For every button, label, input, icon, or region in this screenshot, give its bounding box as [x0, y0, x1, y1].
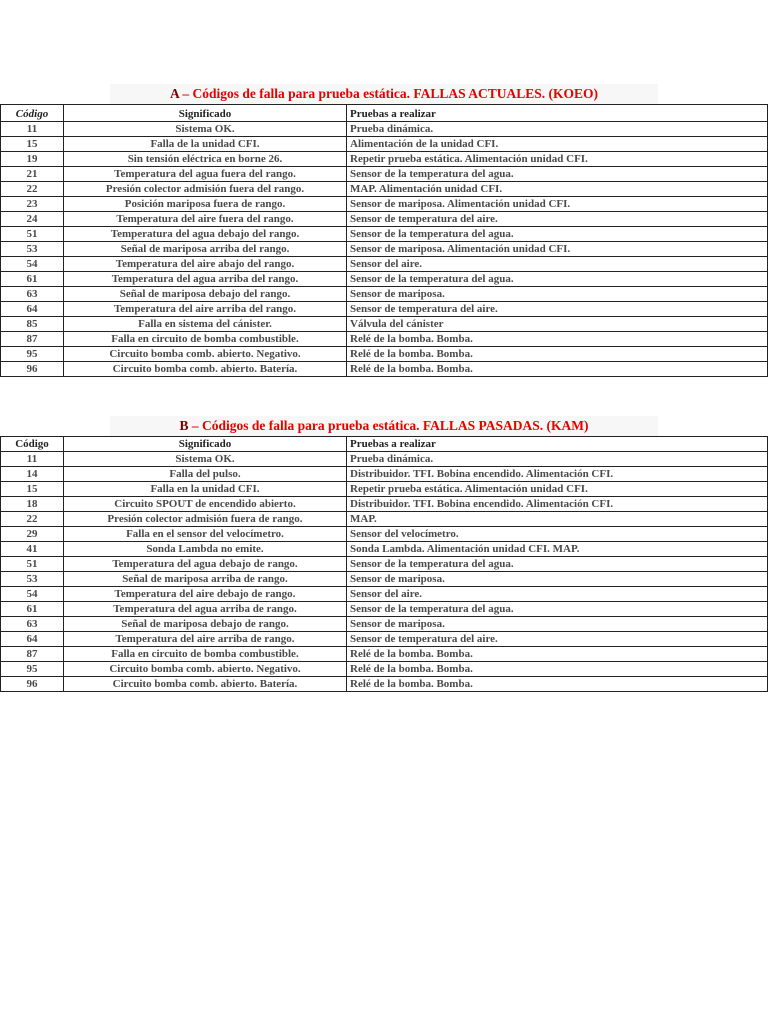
cell-tests: Distribuidor. TFI. Bobina encendido. Alimentación CFI.	[347, 497, 768, 512]
table-row	[1, 332, 768, 347]
table-row	[1, 662, 768, 677]
table-a-header	[1, 105, 768, 122]
cell-meaning: Señal de mariposa debajo del rango.	[64, 287, 347, 302]
table-row	[1, 467, 768, 482]
table-row	[1, 167, 768, 182]
table-row	[1, 122, 768, 137]
table-row	[1, 272, 768, 287]
cell-code: 11	[1, 452, 64, 467]
cell-tests: Sensor del aire.	[347, 587, 768, 602]
section-b-letter: B	[179, 418, 189, 433]
cell-meaning: Presión colector admisión fuera del rango.	[64, 182, 347, 197]
table-row	[1, 587, 768, 602]
cell-code: 14	[1, 467, 64, 482]
cell-code: 54	[1, 257, 64, 272]
cell-tests: Sensor de mariposa.	[347, 572, 768, 587]
cell-meaning: Temperatura del agua arriba del rango.	[64, 272, 347, 287]
cell-meaning: Temperatura del agua fuera del rango.	[64, 167, 347, 182]
section-b-title	[0, 416, 768, 436]
cell-code: 54	[1, 587, 64, 602]
cell-tests: Sensor del aire.	[347, 257, 768, 272]
table-row	[1, 542, 768, 557]
header-code: Código	[1, 437, 64, 452]
cell-tests: Distribuidor. TFI. Bobina encendido. Alimentación CFI.	[347, 467, 768, 482]
table-row	[1, 287, 768, 302]
cell-tests: Válvula del cánister	[347, 317, 768, 332]
cell-code: 63	[1, 287, 64, 302]
cell-code: 11	[1, 122, 64, 137]
cell-meaning: Presión colector admisión fuera de rango.	[64, 512, 347, 527]
cell-meaning: Sistema OK.	[64, 122, 347, 137]
cell-meaning: Falla de la unidad CFI.	[64, 137, 347, 152]
cell-code: 51	[1, 227, 64, 242]
cell-meaning: Circuito bomba comb. abierto. Negativo.	[64, 662, 347, 677]
table-row	[1, 197, 768, 212]
cell-tests: Sensor del velocímetro.	[347, 527, 768, 542]
cell-meaning: Falla del pulso.	[64, 467, 347, 482]
cell-tests: Sensor de la temperatura del agua.	[347, 602, 768, 617]
table-row	[1, 212, 768, 227]
cell-meaning: Circuito bomba comb. abierto. Negativo.	[64, 347, 347, 362]
cell-code: 95	[1, 347, 64, 362]
cell-meaning: Falla en el sensor del velocímetro.	[64, 527, 347, 542]
cell-meaning: Sonda Lambda no emite.	[64, 542, 347, 557]
cell-tests: Sensor de la temperatura del agua.	[347, 227, 768, 242]
cell-code: 29	[1, 527, 64, 542]
cell-code: 63	[1, 617, 64, 632]
table-row	[1, 152, 768, 167]
cell-meaning: Temperatura del aire abajo del rango.	[64, 257, 347, 272]
table-row	[1, 452, 768, 467]
cell-meaning: Temperatura del agua arriba de rango.	[64, 602, 347, 617]
cell-meaning: Falla en la unidad CFI.	[64, 482, 347, 497]
cell-code: 22	[1, 182, 64, 197]
cell-tests: Alimentación de la unidad CFI.	[347, 137, 768, 152]
section-a-title-text: – Códigos de falla para prueba estática. FALLAS ACTUALES. (KOEO)	[182, 86, 599, 101]
cell-code: 95	[1, 662, 64, 677]
table-b-body	[1, 452, 768, 692]
cell-code: 96	[1, 677, 64, 692]
cell-code: 87	[1, 332, 64, 347]
cell-code: 21	[1, 167, 64, 182]
cell-meaning: Circuito bomba comb. abierto. Batería.	[64, 362, 347, 377]
cell-meaning: Temperatura del aire arriba de rango.	[64, 632, 347, 647]
cell-meaning: Falla en circuito de bomba combustible.	[64, 647, 347, 662]
table-a-body	[1, 122, 768, 377]
table-row	[1, 182, 768, 197]
table-row	[1, 347, 768, 362]
cell-code: 53	[1, 242, 64, 257]
cell-meaning: Circuito bomba comb. abierto. Batería.	[64, 677, 347, 692]
cell-meaning: Posición mariposa fuera de rango.	[64, 197, 347, 212]
section-b-title-text: – Códigos de falla para prueba estática. FALLAS PASADAS. (KAM)	[191, 418, 589, 433]
table-row	[1, 317, 768, 332]
cell-tests: Relé de la bomba. Bomba.	[347, 647, 768, 662]
cell-tests: Prueba dinámica.	[347, 122, 768, 137]
cell-tests: Sensor de la temperatura del agua.	[347, 167, 768, 182]
cell-meaning: Circuito SPOUT de encendido abierto.	[64, 497, 347, 512]
header-tests: Pruebas a realizar	[347, 437, 768, 452]
table-row	[1, 647, 768, 662]
cell-tests: Relé de la bomba. Bomba.	[347, 347, 768, 362]
table-row	[1, 527, 768, 542]
cell-tests: Sensor de temperatura del aire.	[347, 302, 768, 317]
cell-tests: Sensor de temperatura del aire.	[347, 212, 768, 227]
cell-code: 85	[1, 317, 64, 332]
cell-code: 41	[1, 542, 64, 557]
cell-tests: Sensor de mariposa. Alimentación unidad CFI.	[347, 197, 768, 212]
cell-meaning: Sistema OK.	[64, 452, 347, 467]
cell-tests: Sensor de la temperatura del agua.	[347, 557, 768, 572]
table-row	[1, 617, 768, 632]
table-row	[1, 677, 768, 692]
table-row	[1, 227, 768, 242]
cell-meaning: Temperatura del agua debajo de rango.	[64, 557, 347, 572]
cell-tests: Sensor de mariposa.	[347, 287, 768, 302]
cell-code: 19	[1, 152, 64, 167]
cell-meaning: Señal de mariposa arriba del rango.	[64, 242, 347, 257]
cell-meaning: Falla en circuito de bomba combustible.	[64, 332, 347, 347]
cell-tests: Sensor de la temperatura del agua.	[347, 272, 768, 287]
cell-code: 61	[1, 272, 64, 287]
cell-code: 53	[1, 572, 64, 587]
cell-tests: Sensor de mariposa.	[347, 617, 768, 632]
cell-meaning: Señal de mariposa debajo de rango.	[64, 617, 347, 632]
table-row	[1, 257, 768, 272]
cell-tests: Sensor de mariposa. Alimentación unidad CFI.	[347, 242, 768, 257]
cell-code: 64	[1, 632, 64, 647]
cell-tests: MAP. Alimentación unidad CFI.	[347, 182, 768, 197]
table-row	[1, 137, 768, 152]
cell-code: 61	[1, 602, 64, 617]
cell-code: 87	[1, 647, 64, 662]
cell-code: 23	[1, 197, 64, 212]
cell-meaning: Señal de mariposa arriba de rango.	[64, 572, 347, 587]
cell-tests: Relé de la bomba. Bomba.	[347, 662, 768, 677]
cell-code: 22	[1, 512, 64, 527]
table-row	[1, 557, 768, 572]
table-row	[1, 512, 768, 527]
header-code: Código	[1, 105, 64, 122]
cell-code: 15	[1, 137, 64, 152]
table-row	[1, 632, 768, 647]
cell-tests: Prueba dinámica.	[347, 452, 768, 467]
cell-tests: Repetir prueba estática. Alimentación unidad CFI.	[347, 482, 768, 497]
header-meaning: Significado	[64, 437, 347, 452]
cell-code: 51	[1, 557, 64, 572]
cell-tests: Relé de la bomba. Bomba.	[347, 362, 768, 377]
cell-code: 18	[1, 497, 64, 512]
section-a-letter: A	[169, 86, 179, 101]
table-row	[1, 242, 768, 257]
cell-meaning: Temperatura del aire arriba del rango.	[64, 302, 347, 317]
cell-meaning: Sin tensión eléctrica en borne 26.	[64, 152, 347, 167]
cell-code: 24	[1, 212, 64, 227]
cell-meaning: Temperatura del aire debajo de rango.	[64, 587, 347, 602]
cell-tests: Relé de la bomba. Bomba.	[347, 332, 768, 347]
table-b-header	[1, 437, 768, 452]
cell-code: 15	[1, 482, 64, 497]
table-row	[1, 302, 768, 317]
cell-tests: MAP.	[347, 512, 768, 527]
cell-tests: Repetir prueba estática. Alimentación unidad CFI.	[347, 152, 768, 167]
cell-tests: Sensor de temperatura del aire.	[347, 632, 768, 647]
cell-meaning: Temperatura del agua debajo del rango.	[64, 227, 347, 242]
cell-meaning: Temperatura del aire fuera del rango.	[64, 212, 347, 227]
table-b	[0, 436, 768, 692]
table-row	[1, 602, 768, 617]
cell-code: 64	[1, 302, 64, 317]
header-meaning: Significado	[64, 105, 347, 122]
section-a-title	[0, 84, 768, 104]
table-row	[1, 362, 768, 377]
cell-tests: Relé de la bomba. Bomba.	[347, 677, 768, 692]
table-row	[1, 572, 768, 587]
header-tests: Pruebas a realizar	[347, 105, 768, 122]
table-row	[1, 482, 768, 497]
table-row	[1, 497, 768, 512]
cell-code: 96	[1, 362, 64, 377]
cell-meaning: Falla en sistema del cánister.	[64, 317, 347, 332]
cell-tests: Sonda Lambda. Alimentación unidad CFI. MAP.	[347, 542, 768, 557]
table-a	[0, 104, 768, 377]
